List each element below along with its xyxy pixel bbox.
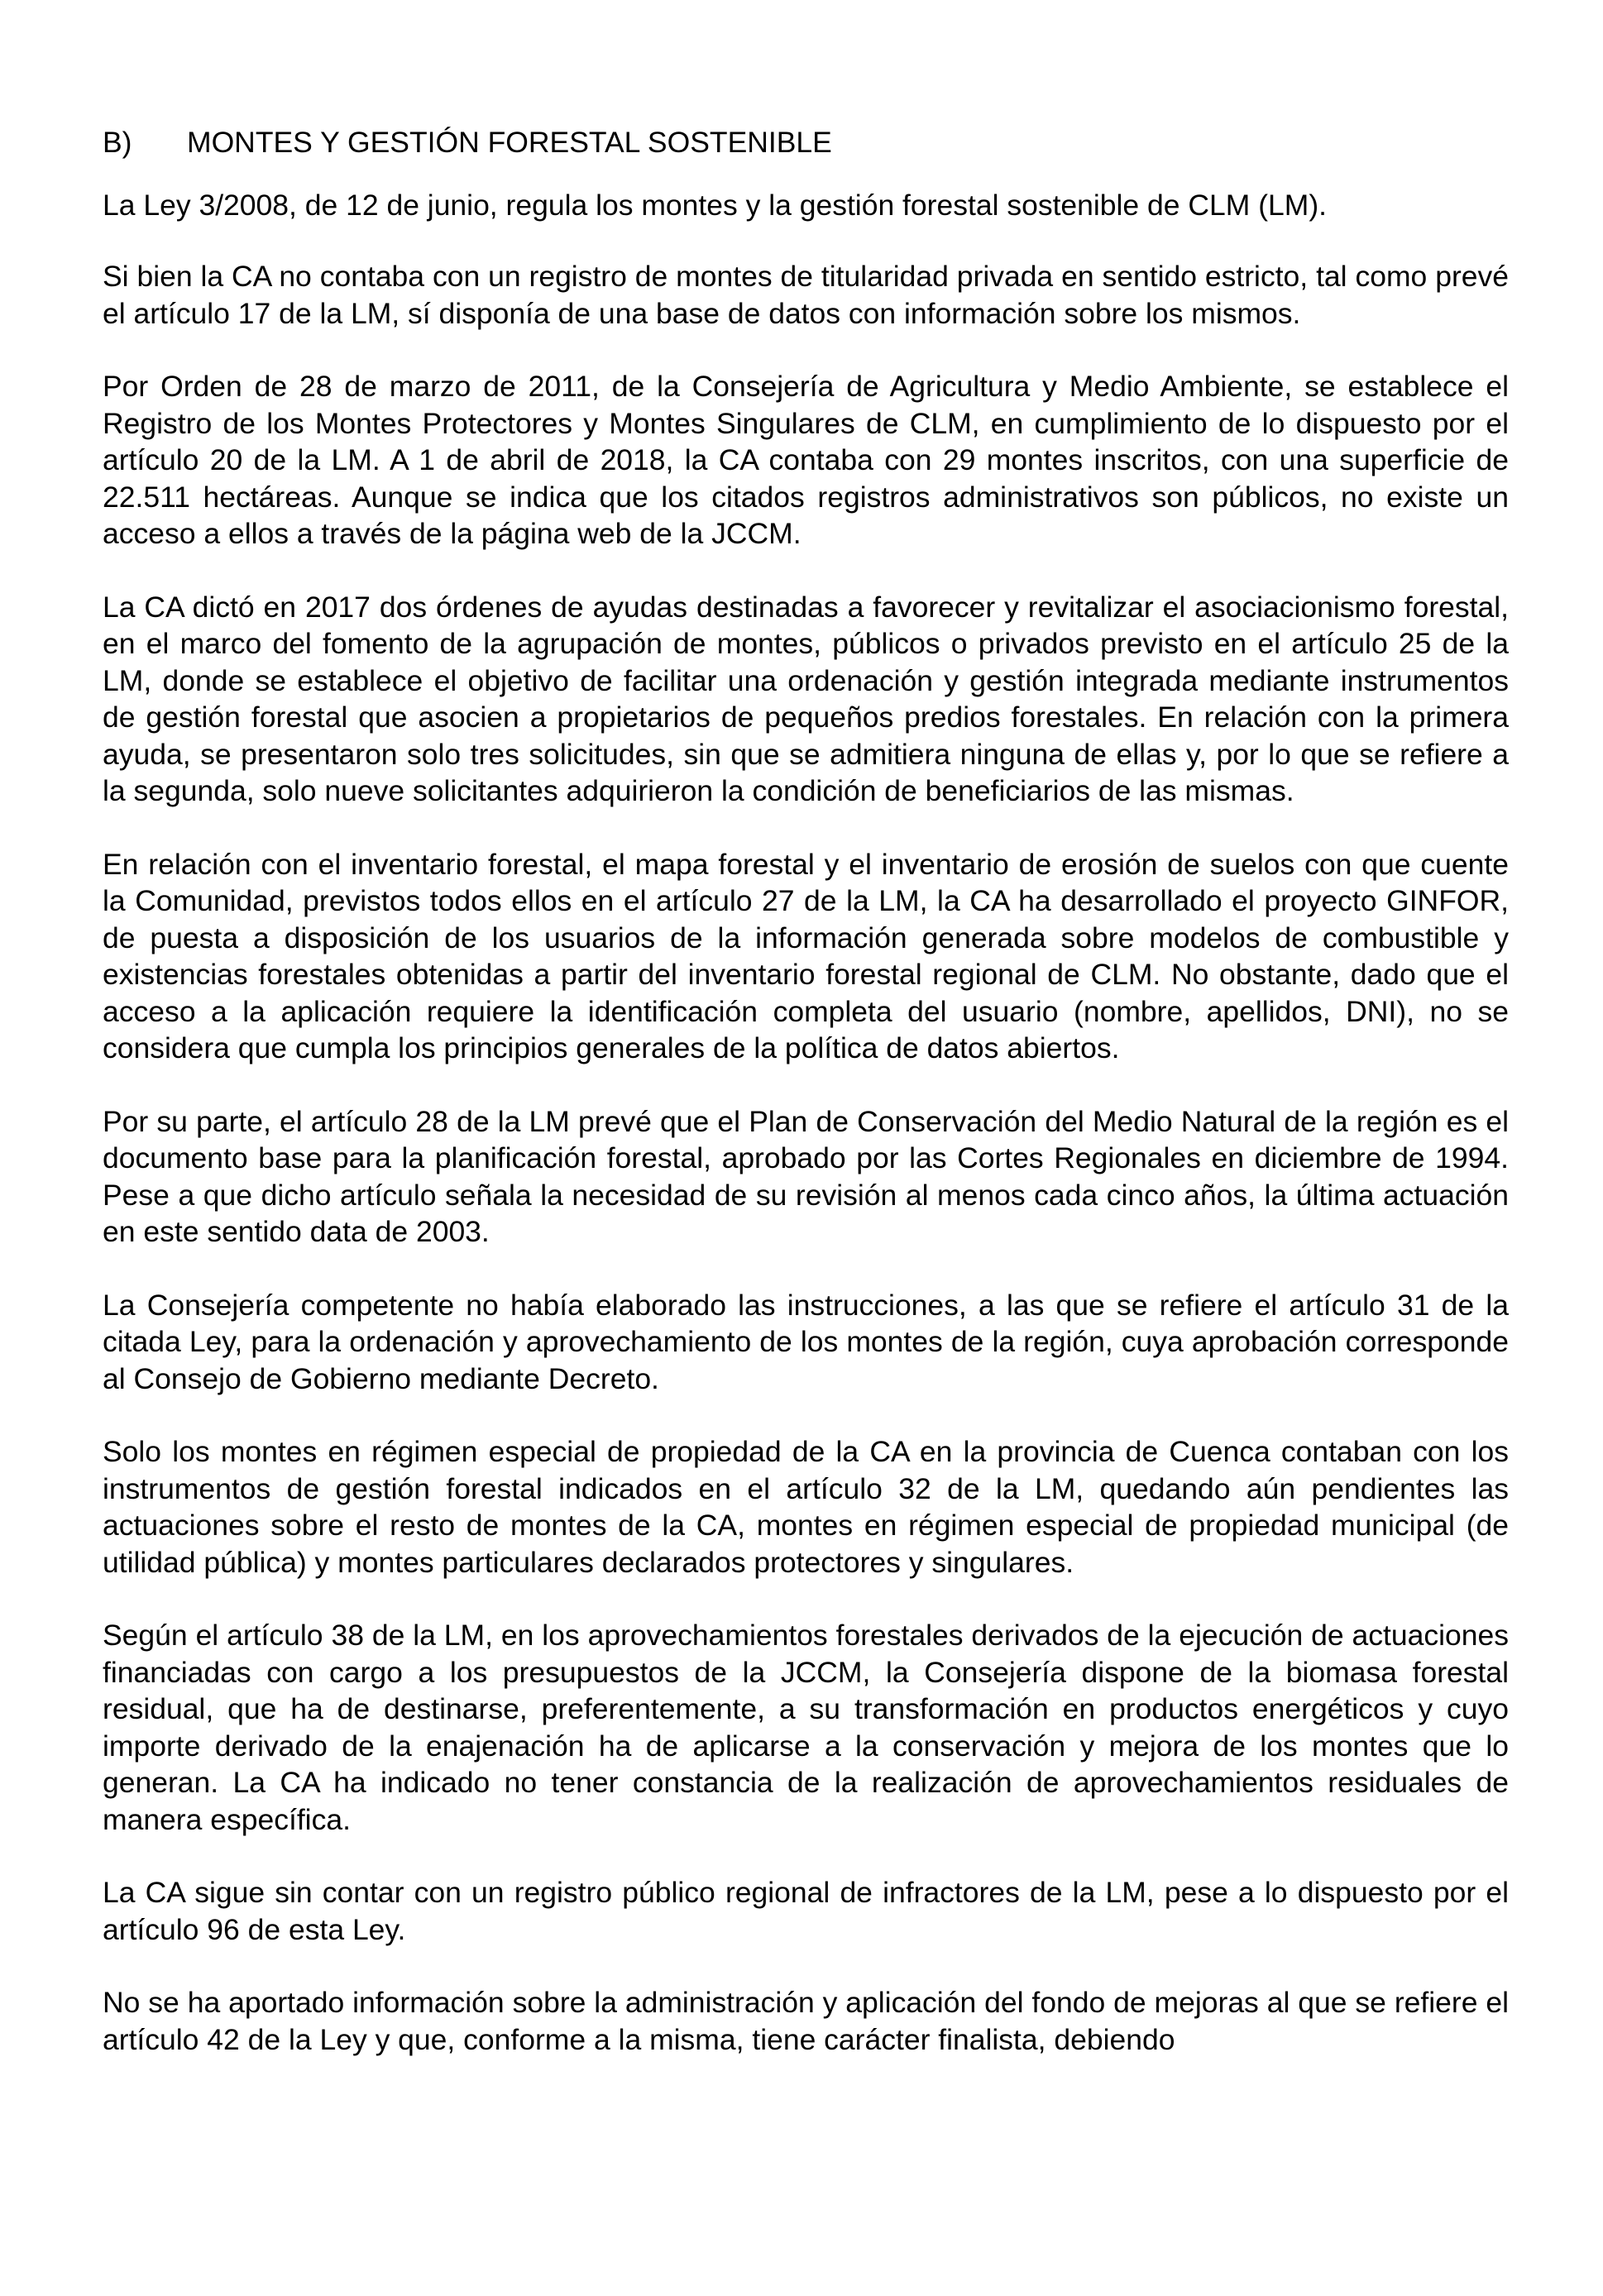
- paragraph-plan-conservacion: Por su parte, el artículo 28 de la LM prevé que el Plan de Conservación del Medio Natural de la región es el documento base para la planificación forestal, aprobado por las Cortes Regionales en diciembre de 1994. Pese a que dicho artículo señala la necesidad de su revisión al menos cada cinco años, la última actuación en este sentido data de 2003.: [103, 1104, 1509, 1248]
- section-title: MONTES Y GESTIÓN FORESTAL SOSTENIBLE: [187, 126, 832, 159]
- paragraph-registro-montes-privados: Si bien la CA no contaba con un registro de montes de titularidad privada en sentido estricto, tal como prevé el artículo 17 de la LM, sí disponía de una base de datos con información sobre los mismos.: [103, 260, 1509, 330]
- section-heading: [103, 124, 1509, 161]
- paragraph-instrucciones-ordenacion: La Consejería competente no había elaborado las instrucciones, a las que se refiere el artículo 31 de la citada Ley, para la ordenación y aprovechamiento de los montes de la región, cuya aprobación corresponde al Consejo de Gobierno mediante Decreto.: [103, 1288, 1509, 1395]
- section-letter: B): [103, 126, 132, 159]
- paragraph-inventario-forestal: En relación con el inventario forestal, el mapa forestal y el inventario de erosión de suelos con que cuente la Comunidad, previstos todos ellos en el artículo 27 de la LM, la CA ha desarrollado el proyecto GINFOR, de puesta a disposición de los usuarios de la información generada sobre modelos de combustible y existencias forestales obtenidas a partir del inventario forestal regional de CLM. No obstante, dado que el acceso a la aplicación requiere la identificación completa del usuario (nombre, apellidos, DNI), no se considera que cumpla los principios generales de la política de datos abiertos.: [103, 847, 1509, 1064]
- paragraph-registro-infractores: La CA sigue sin contar con un registro público regional de infractores de la LM, pese a lo dispuesto por el artículo 96 de esta Ley.: [103, 1876, 1509, 1946]
- paragraph-biomasa-forestal: Según el artículo 38 de la LM, en los aprovechamientos forestales derivados de la ejecución de actuaciones financiadas con cargo a los presupuestos de la JCCM, la Consejería dispone de la biomasa forestal residual, que ha de destinarse, preferentemente, a su transformación en productos energéticos y cuyo importe derivado de la enajenación ha de aplicarse a la conservación y mejora de los montes que lo generan. La CA ha indicado no tener constancia de la realización de aprovechamientos residuales de manera específica.: [103, 1619, 1509, 1836]
- document-body: [103, 124, 1509, 2094]
- paragraph-instrumentos-gestion: Solo los montes en régimen especial de propiedad de la CA en la provincia de Cuenca contaban con los instrumentos de gestión forestal indicados en el artículo 32 de la LM, quedando aún pendientes las actuaciones sobre el resto de montes de la CA, montes en régimen especial de propiedad municipal (de utilidad pública) y montes particulares declarados protectores y singulares.: [103, 1435, 1509, 1579]
- paragraph-registro-montes-protectores: Por Orden de 28 de marzo de 2011, de la Consejería de Agricultura y Medio Ambiente, se establece el Registro de los Montes Protectores y Montes Singulares de CLM, en cumplimiento de lo dispuesto por el artículo 20 de la LM. A 1 de abril de 2018, la CA contaba con 29 montes inscritos, con una superficie de 22.511 hectáreas. Aunque se indica que los citados registros administrativos son públicos, no existe un acceso a ellos a través de la página web de la JCCM.: [103, 370, 1509, 550]
- paragraph-asociacionismo-forestal: La CA dictó en 2017 dos órdenes de ayudas destinadas a favorecer y revitalizar el asociacionismo forestal, en el marco del fomento de la agrupación de montes, públicos o privados previsto en el artículo 25 de la LM, donde se establece el objetivo de facilitar una ordenación y gestión integrada mediante instrumentos de gestión forestal que asocien a propietarios de pequeños predios forestales. En relación con la primera ayuda, se presentaron solo tres solicitudes, sin que se admitiera ninguna de ellas y, por lo que se refiere a la segunda, solo nueve solicitantes adquirieron la condición de beneficiarios de las mismas.: [103, 590, 1509, 807]
- paragraph-ley-3-2008: La Ley 3/2008, de 12 de junio, regula los montes y la gestión forestal sostenible de CLM (LM).: [103, 188, 1328, 222]
- paragraph-fondo-mejoras: No se ha aportado información sobre la administración y aplicación del fondo de mejoras al que se refiere el artículo 42 de la Ley y que, conforme a la misma, tiene carácter finalista, debiendo: [103, 1986, 1509, 2056]
